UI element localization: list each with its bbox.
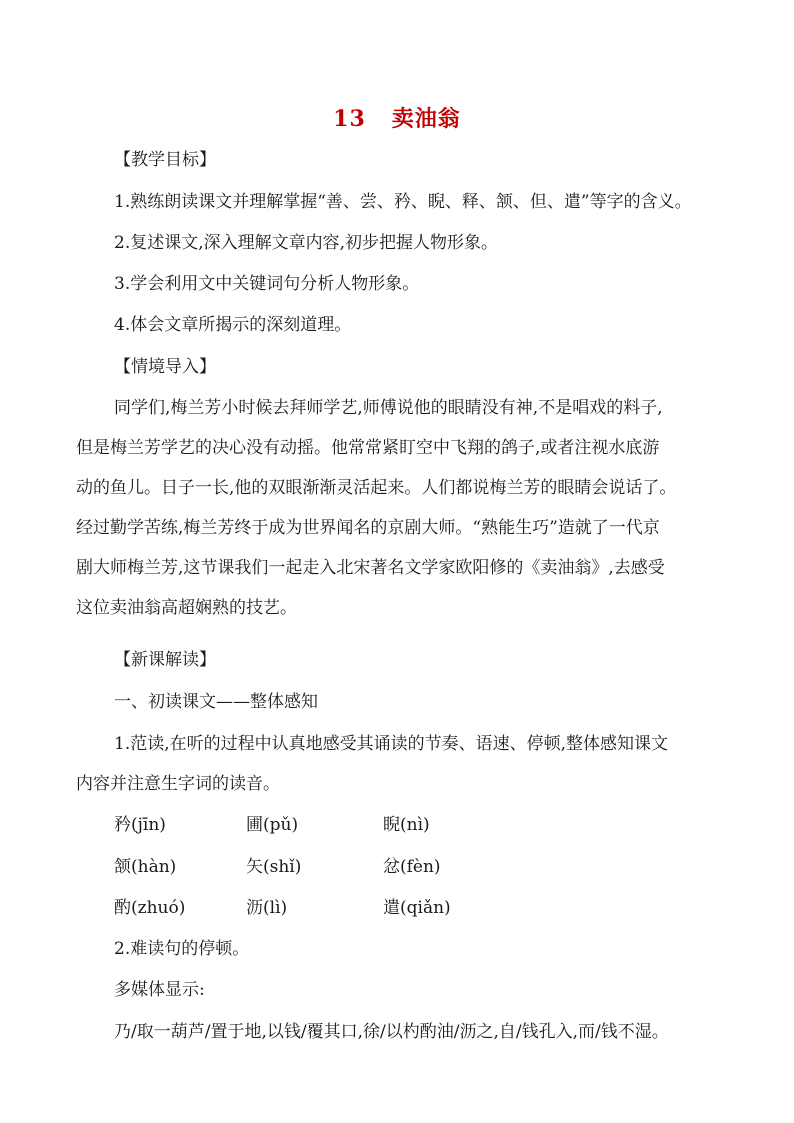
pinyin-item: 遣(qiǎn) [383, 898, 451, 918]
pinyin-item: 矜(jīn) [114, 815, 166, 835]
intro-line: 经过勤学苦练,梅兰芳终于成为世界闻名的京剧大师。“熟能生巧”造就了一代京 [76, 518, 660, 538]
intro-line: 同学们,梅兰芳小时候去拜师学艺,师傅说他的眼睛没有神,不是唱戏的料子, [114, 398, 663, 418]
intro-paragraph [76, 388, 728, 628]
pinyin-item: 酌(zhuó) [114, 898, 186, 918]
intro-line: 这位卖油翁高超娴熟的技艺。 [76, 598, 297, 618]
media-label: 多媒体显示: [114, 980, 205, 1000]
pinyin-item: 忿(fèn) [383, 857, 441, 877]
goal-item: 1.熟练朗读课文并理解掌握“善、尝、矜、睨、释、颔、但、遣”等字的含义。 [114, 192, 692, 212]
pause-sentence: 乃/取一葫芦/置于地,以钱/覆其口,徐/以杓酌油/沥之,自/钱孔入,而/钱不湿。 [114, 1022, 669, 1042]
pinyin-item: 圃(pǔ) [246, 815, 299, 835]
pinyin-item: 睨(nì) [383, 815, 430, 835]
pinyin-item: 沥(lì) [246, 898, 288, 918]
intro-line: 动的鱼儿。日子一长,他的双眼渐渐灵活起来。人们都说梅兰芳的眼睛会说话了。 [76, 478, 677, 498]
lesson-heading: 【新课解读】 [114, 650, 216, 670]
lesson-part-title: 一、初读课文——整体感知 [114, 692, 318, 712]
goal-item: 4.体会文章所揭示的深刻道理。 [114, 315, 352, 335]
step-text: 2.难读句的停顿。 [114, 939, 250, 959]
intro-heading: 【情境导入】 [114, 357, 216, 377]
pinyin-item: 颔(hàn) [114, 857, 177, 877]
pinyin-item: 矢(shǐ) [246, 857, 302, 877]
goal-item: 2.复述课文,深入理解文章内容,初步把握人物形象。 [114, 233, 499, 253]
lesson-title-text: 卖油翁 [391, 106, 461, 132]
step-text: 内容并注意生字词的读音。 [76, 774, 280, 794]
lesson-title [0, 102, 794, 133]
intro-line: 剧大师梅兰芳,这节课我们一起走入北宋著名文学家欧阳修的《卖油翁》,去感受 [76, 558, 665, 578]
intro-line: 但是梅兰芳学艺的决心没有动摇。他常常紧盯空中飞翔的鸽子,或者注视水底游 [76, 438, 660, 458]
lesson-number: 13 [333, 106, 366, 132]
step-text: 1.范读,在听的过程中认真地感受其诵读的节奏、语速、停顿,整体感知课文 [114, 734, 669, 754]
goals-heading: 【教学目标】 [114, 150, 216, 170]
goal-item: 3.学会利用文中关键词句分析人物形象。 [114, 274, 420, 294]
